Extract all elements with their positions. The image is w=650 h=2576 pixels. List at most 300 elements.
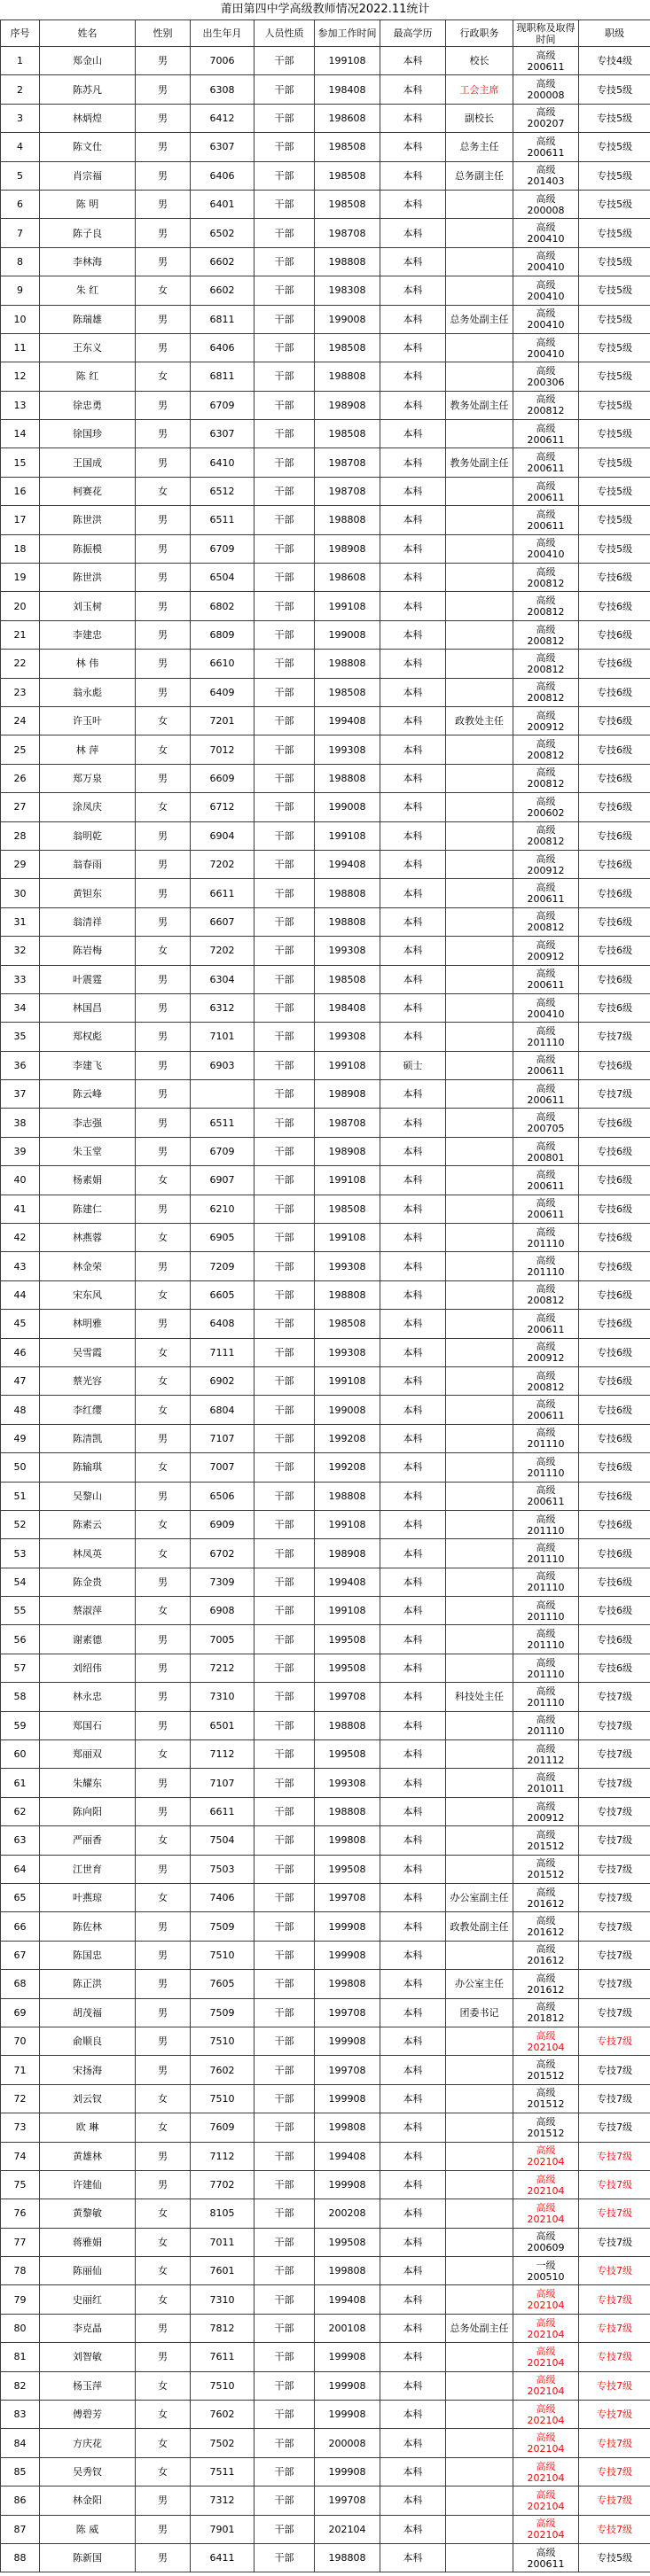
table-row bbox=[1, 1884, 650, 1912]
admin-post-cell bbox=[446, 793, 513, 821]
table-row bbox=[1, 1252, 650, 1280]
admin-post-cell bbox=[446, 2199, 513, 2228]
staff-type-cell: 干部 bbox=[255, 1137, 315, 1165]
title-date: 201612 bbox=[527, 1926, 565, 1939]
table-row bbox=[1, 133, 650, 161]
education-cell: 本科 bbox=[380, 1797, 446, 1825]
name-cell: 涂凤庆 bbox=[40, 793, 136, 821]
title-date: 202104 bbox=[527, 2385, 565, 2398]
work-start-cell: 198808 bbox=[315, 879, 380, 907]
work-start-cell: 199908 bbox=[315, 2371, 380, 2400]
staff-type-cell: 干部 bbox=[255, 564, 315, 592]
staff-type-cell: 干部 bbox=[255, 1597, 315, 1625]
seq-cell: 80 bbox=[1, 2314, 40, 2342]
seq-cell: 41 bbox=[1, 1195, 40, 1223]
seq-cell: 14 bbox=[1, 420, 40, 448]
title-cell bbox=[513, 1166, 579, 1195]
birth-date-cell: 6909 bbox=[191, 1510, 255, 1538]
education-cell: 本科 bbox=[380, 1195, 446, 1223]
name-cell: 刘玉树 bbox=[40, 592, 136, 620]
rank-level-cell: 专技5级 bbox=[579, 448, 650, 477]
education-cell: 本科 bbox=[380, 2515, 446, 2543]
education-cell: 本科 bbox=[380, 2056, 446, 2084]
table-row bbox=[1, 1711, 650, 1739]
title-cell bbox=[513, 678, 579, 706]
gender-cell: 男 bbox=[136, 1941, 191, 1969]
table-row bbox=[1, 907, 650, 936]
education-cell: 本科 bbox=[380, 1912, 446, 1941]
gender-cell: 女 bbox=[136, 1396, 191, 1424]
staff-type-cell: 干部 bbox=[255, 362, 315, 391]
education-cell: 本科 bbox=[380, 793, 446, 821]
title-grade: 高级 bbox=[536, 2173, 556, 2185]
education-cell: 本科 bbox=[380, 1884, 446, 1912]
staff-type-cell: 干部 bbox=[255, 1711, 315, 1739]
work-start-cell: 199208 bbox=[315, 1453, 380, 1482]
title-grade: 高级 bbox=[536, 1828, 556, 1841]
rank-level-cell: 专技7级 bbox=[579, 1970, 650, 1998]
name-cell: 江世育 bbox=[40, 1855, 136, 1883]
work-start-cell: 198508 bbox=[315, 420, 380, 448]
work-start-cell: 199308 bbox=[315, 735, 380, 764]
birth-date-cell: 7007 bbox=[191, 1453, 255, 1482]
table-row bbox=[1, 276, 650, 305]
table-row bbox=[1, 1625, 650, 1654]
work-start-cell: 199908 bbox=[315, 2084, 380, 2113]
name-cell: 宋东风 bbox=[40, 1280, 136, 1309]
title-grade: 高级 bbox=[536, 1082, 556, 1094]
title-date: 200410 bbox=[527, 319, 565, 331]
education-cell: 本科 bbox=[380, 1769, 446, 1797]
title-date: 201110 bbox=[527, 1553, 565, 1565]
gender-cell: 男 bbox=[136, 305, 191, 333]
title-date: 201011 bbox=[527, 1783, 565, 1795]
title-cell bbox=[513, 907, 579, 936]
title-cell bbox=[513, 1597, 579, 1625]
gender-cell: 男 bbox=[136, 2056, 191, 2084]
title-cell bbox=[513, 1654, 579, 1682]
work-start-cell: 199808 bbox=[315, 1826, 380, 1855]
birth-date-cell: 6408 bbox=[191, 1310, 255, 1338]
staff-type-cell: 干部 bbox=[255, 1797, 315, 1825]
title-cell bbox=[513, 564, 579, 592]
title-date: 201110 bbox=[527, 1266, 565, 1279]
title-grade: 高级 bbox=[536, 968, 556, 980]
table-row bbox=[1, 1855, 650, 1883]
title-grade: 高级 bbox=[536, 1628, 556, 1640]
title-grade: 高级 bbox=[536, 1915, 556, 1927]
admin-post-cell bbox=[446, 1654, 513, 1682]
title-date: 200611 bbox=[527, 1065, 565, 1078]
title-date: 200410 bbox=[527, 347, 565, 360]
title-date: 202104 bbox=[527, 2414, 565, 2426]
education-cell: 本科 bbox=[380, 907, 446, 936]
birth-date-cell: 7012 bbox=[191, 735, 255, 764]
rank-level-cell: 专技7级 bbox=[579, 2487, 650, 2515]
rank-level-cell: 专技6级 bbox=[579, 1280, 650, 1309]
title-cell bbox=[513, 2056, 579, 2084]
gender-cell: 女 bbox=[136, 2113, 191, 2142]
admin-post-cell bbox=[446, 1080, 513, 1109]
name-cell: 朱 红 bbox=[40, 276, 136, 305]
name-cell: 陈清凯 bbox=[40, 1424, 136, 1452]
table-row bbox=[1, 1510, 650, 1538]
staff-type-cell: 干部 bbox=[255, 735, 315, 764]
seq-cell: 53 bbox=[1, 1539, 40, 1568]
title-grade: 高级 bbox=[536, 1742, 556, 1755]
title-grade: 高级 bbox=[536, 1484, 556, 1497]
education-cell: 本科 bbox=[380, 190, 446, 218]
title-grade: 高级 bbox=[536, 135, 556, 147]
work-start-cell: 199008 bbox=[315, 1396, 380, 1424]
admin-post-cell bbox=[446, 1051, 513, 1079]
title-grade: 高级 bbox=[536, 250, 556, 262]
name-cell: 吴秀钗 bbox=[40, 2457, 136, 2486]
title-date: 200207 bbox=[527, 118, 565, 130]
title-grade: 高级 bbox=[536, 2230, 556, 2243]
table-row bbox=[1, 850, 650, 878]
title-date: 202104 bbox=[527, 2213, 565, 2225]
name-cell: 陈 威 bbox=[40, 2515, 136, 2543]
gender-cell: 男 bbox=[136, 1482, 191, 1510]
education-cell: 本科 bbox=[380, 1166, 446, 1195]
work-start-cell: 200208 bbox=[315, 2199, 380, 2228]
title-date: 201112 bbox=[527, 1754, 565, 1766]
title-cell bbox=[513, 1740, 579, 1769]
education-cell: 本科 bbox=[380, 2401, 446, 2429]
birth-date-cell: 6904 bbox=[191, 821, 255, 850]
rank-level-cell: 专技6级 bbox=[579, 1625, 650, 1654]
education-cell: 本科 bbox=[380, 506, 446, 534]
gender-cell: 男 bbox=[136, 391, 191, 419]
title-date: 200812 bbox=[527, 750, 565, 762]
title-grade: 高级 bbox=[536, 1341, 556, 1353]
title-cell bbox=[513, 650, 579, 678]
gender-cell: 男 bbox=[136, 2343, 191, 2371]
staff-type-cell: 干部 bbox=[255, 2257, 315, 2285]
title-date: 200912 bbox=[527, 720, 565, 733]
gender-cell: 女 bbox=[136, 1280, 191, 1309]
name-cell: 俞顺良 bbox=[40, 2027, 136, 2055]
seq-cell: 47 bbox=[1, 1366, 40, 1395]
title-grade: 高级 bbox=[536, 1800, 556, 1812]
table-row bbox=[1, 592, 650, 620]
table-row bbox=[1, 1453, 650, 1482]
rank-level-cell: 专技5级 bbox=[579, 75, 650, 104]
seq-cell: 87 bbox=[1, 2515, 40, 2543]
table-row bbox=[1, 391, 650, 419]
seq-cell: 4 bbox=[1, 133, 40, 161]
title-cell bbox=[513, 965, 579, 993]
education-cell: 本科 bbox=[380, 1280, 446, 1309]
title-grade: 高级 bbox=[536, 795, 556, 807]
title-cell bbox=[513, 391, 579, 419]
name-cell: 蔡淑萍 bbox=[40, 1597, 136, 1625]
title-grade: 高级 bbox=[536, 2432, 556, 2444]
work-start-cell: 198508 bbox=[315, 1195, 380, 1223]
admin-post-cell bbox=[446, 1424, 513, 1452]
rank-level-cell: 专技7级 bbox=[579, 2285, 650, 2314]
title-grade: 高级 bbox=[536, 1255, 556, 1267]
admin-post-cell bbox=[446, 1023, 513, 1051]
birth-date-cell: 7209 bbox=[191, 1252, 255, 1280]
title-cell bbox=[513, 420, 579, 448]
title-cell bbox=[513, 534, 579, 563]
title-cell bbox=[513, 247, 579, 276]
title-grade: 高级 bbox=[536, 2488, 556, 2501]
seq-cell: 55 bbox=[1, 1597, 40, 1625]
header-work-start: 参加工作时间 bbox=[315, 20, 380, 47]
title-cell bbox=[513, 1998, 579, 2027]
rank-level-cell: 专技7级 bbox=[579, 1683, 650, 1711]
title-cell bbox=[513, 1711, 579, 1739]
header-title: 现职称及取得时间 bbox=[513, 20, 579, 47]
gender-cell: 女 bbox=[136, 1740, 191, 1769]
admin-post-cell: 工会主席 bbox=[446, 75, 513, 104]
table-row bbox=[1, 2457, 650, 2486]
staff-type-cell: 干部 bbox=[255, 1912, 315, 1941]
staff-type-cell: 干部 bbox=[255, 2487, 315, 2515]
title-grade: 高级 bbox=[536, 938, 556, 951]
title-grade: 高级 bbox=[536, 2288, 556, 2300]
table-row bbox=[1, 1366, 650, 1395]
title-date: 200008 bbox=[527, 204, 565, 216]
title-cell bbox=[513, 1568, 579, 1596]
table-row bbox=[1, 993, 650, 1022]
name-cell: 翁清祥 bbox=[40, 907, 136, 936]
birth-date-cell: 7510 bbox=[191, 2084, 255, 2113]
title-date: 201403 bbox=[527, 175, 565, 188]
title-grade: 高级 bbox=[536, 852, 556, 865]
title-cell bbox=[513, 477, 579, 505]
title-date: 200410 bbox=[527, 261, 565, 274]
admin-post-cell bbox=[446, 2285, 513, 2314]
admin-post-cell bbox=[446, 2515, 513, 2543]
title-date: 200812 bbox=[527, 692, 565, 704]
table-row bbox=[1, 1539, 650, 1568]
seq-cell: 27 bbox=[1, 793, 40, 821]
work-start-cell: 199408 bbox=[315, 850, 380, 878]
work-start-cell: 199708 bbox=[315, 1884, 380, 1912]
birth-date-cell: 7312 bbox=[191, 2487, 255, 2515]
name-cell: 叶震霆 bbox=[40, 965, 136, 993]
gender-cell: 男 bbox=[136, 965, 191, 993]
staff-type-cell: 干部 bbox=[255, 1769, 315, 1797]
admin-post-cell bbox=[446, 219, 513, 247]
rank-level-cell: 专技7级 bbox=[579, 2170, 650, 2199]
admin-post-cell bbox=[446, 1338, 513, 1366]
title-grade: 高级 bbox=[536, 537, 556, 549]
staff-type-cell: 干部 bbox=[255, 1568, 315, 1596]
admin-post-cell bbox=[446, 276, 513, 305]
birth-date-cell: 6307 bbox=[191, 133, 255, 161]
title-cell bbox=[513, 1424, 579, 1452]
seq-cell: 58 bbox=[1, 1683, 40, 1711]
title-cell bbox=[513, 1396, 579, 1424]
birth-date-cell: 6312 bbox=[191, 993, 255, 1022]
gender-cell: 男 bbox=[136, 879, 191, 907]
seq-cell: 52 bbox=[1, 1510, 40, 1538]
title-date: 200410 bbox=[527, 549, 565, 561]
title-grade: 高级 bbox=[536, 2144, 556, 2157]
admin-post-cell bbox=[446, 1366, 513, 1395]
seq-cell: 17 bbox=[1, 506, 40, 534]
name-cell: 陈正洪 bbox=[40, 1970, 136, 1998]
gender-cell: 女 bbox=[136, 706, 191, 735]
birth-date-cell: 7309 bbox=[191, 1568, 255, 1596]
seq-cell: 57 bbox=[1, 1654, 40, 1682]
table-row bbox=[1, 706, 650, 735]
rank-level-cell: 专技7级 bbox=[579, 2457, 650, 2486]
name-cell: 许玉叶 bbox=[40, 706, 136, 735]
rank-level-cell: 专技5级 bbox=[579, 420, 650, 448]
title-date: 200611 bbox=[527, 1323, 565, 1335]
birth-date-cell: 7702 bbox=[191, 2170, 255, 2199]
rank-level-cell: 专技6级 bbox=[579, 1137, 650, 1165]
education-cell: 本科 bbox=[380, 1482, 446, 1510]
rank-level-cell: 专技6级 bbox=[579, 1453, 650, 1482]
admin-post-cell bbox=[446, 1396, 513, 1424]
admin-post-cell bbox=[446, 420, 513, 448]
title-grade: 高级 bbox=[536, 2058, 556, 2071]
title-grade: 高级 bbox=[536, 2518, 556, 2530]
rank-level-cell: 专技5级 bbox=[579, 190, 650, 218]
title-cell bbox=[513, 2487, 579, 2515]
title-cell bbox=[513, 793, 579, 821]
work-start-cell: 198808 bbox=[315, 1711, 380, 1739]
work-start-cell: 199708 bbox=[315, 2056, 380, 2084]
name-cell: 谢素德 bbox=[40, 1625, 136, 1654]
work-start-cell: 199908 bbox=[315, 2343, 380, 2371]
gender-cell: 男 bbox=[136, 821, 191, 850]
seq-cell: 26 bbox=[1, 764, 40, 792]
admin-post-cell: 教务处副主任 bbox=[446, 391, 513, 419]
title-grade: 高级 bbox=[536, 307, 556, 320]
name-cell: 叶燕琼 bbox=[40, 1884, 136, 1912]
staff-type-cell: 干部 bbox=[255, 247, 315, 276]
staff-type-cell: 干部 bbox=[255, 993, 315, 1022]
title-cell bbox=[513, 1366, 579, 1395]
rank-level-cell: 专技5级 bbox=[579, 133, 650, 161]
admin-post-cell: 政教处副主任 bbox=[446, 1912, 513, 1941]
birth-date-cell: 7510 bbox=[191, 2371, 255, 2400]
admin-post-cell bbox=[446, 333, 513, 362]
work-start-cell: 199708 bbox=[315, 2487, 380, 2515]
birth-date-cell: 7504 bbox=[191, 1826, 255, 1855]
admin-post-cell bbox=[446, 1252, 513, 1280]
rank-level-cell: 专技6级 bbox=[579, 1654, 650, 1682]
name-cell: 刘智敏 bbox=[40, 2343, 136, 2371]
name-cell: 陈云峰 bbox=[40, 1080, 136, 1109]
gender-cell: 男 bbox=[136, 1109, 191, 1137]
title-cell bbox=[513, 735, 579, 764]
title-cell bbox=[513, 592, 579, 620]
name-cell: 杨玉萍 bbox=[40, 2371, 136, 2400]
name-cell: 陈苏凡 bbox=[40, 75, 136, 104]
title-cell bbox=[513, 2199, 579, 2228]
gender-cell: 男 bbox=[136, 1424, 191, 1452]
name-cell: 陈建仁 bbox=[40, 1195, 136, 1223]
title-date: 200306 bbox=[527, 376, 565, 388]
seq-cell: 65 bbox=[1, 1884, 40, 1912]
birth-date-cell: 7006 bbox=[191, 47, 255, 75]
seq-cell: 22 bbox=[1, 650, 40, 678]
education-cell: 本科 bbox=[380, 2487, 446, 2515]
admin-post-cell bbox=[446, 907, 513, 936]
seq-cell: 78 bbox=[1, 2257, 40, 2285]
rank-level-cell: 专技7级 bbox=[579, 2314, 650, 2342]
gender-cell: 男 bbox=[136, 1683, 191, 1711]
education-cell: 本科 bbox=[380, 276, 446, 305]
rank-level-cell: 专技7级 bbox=[579, 2401, 650, 2429]
title-date: 200611 bbox=[527, 491, 565, 503]
staff-type-cell: 干部 bbox=[255, 1539, 315, 1568]
education-cell: 本科 bbox=[380, 1109, 446, 1137]
staff-type-cell: 干部 bbox=[255, 2401, 315, 2429]
title-date: 201110 bbox=[527, 1237, 565, 1249]
staff-type-cell: 干部 bbox=[255, 1252, 315, 1280]
staff-type-cell: 干部 bbox=[255, 1224, 315, 1252]
title-date: 201110 bbox=[527, 1668, 565, 1680]
title-grade: 高级 bbox=[536, 882, 556, 894]
seq-cell: 7 bbox=[1, 219, 40, 247]
title-date: 201110 bbox=[527, 1639, 565, 1652]
work-start-cell: 199708 bbox=[315, 1998, 380, 2027]
admin-post-cell bbox=[446, 1625, 513, 1654]
birth-date-cell: 6907 bbox=[191, 1166, 255, 1195]
title-grade: 高级 bbox=[536, 996, 556, 1008]
education-cell: 本科 bbox=[380, 1310, 446, 1338]
work-start-cell: 199108 bbox=[315, 1597, 380, 1625]
table-row bbox=[1, 1137, 650, 1165]
header-rank-level: 职级 bbox=[579, 20, 650, 47]
birth-date-cell: 7212 bbox=[191, 1654, 255, 1682]
seq-cell: 71 bbox=[1, 2056, 40, 2084]
name-cell: 李建忠 bbox=[40, 620, 136, 649]
birth-date-cell: 6811 bbox=[191, 362, 255, 391]
title-cell bbox=[513, 1683, 579, 1711]
title-cell bbox=[513, 937, 579, 965]
birth-date-cell: 6307 bbox=[191, 420, 255, 448]
birth-date-cell: 6410 bbox=[191, 448, 255, 477]
admin-post-cell: 总务主任 bbox=[446, 133, 513, 161]
title-cell bbox=[513, 75, 579, 104]
name-cell: 朱玉堂 bbox=[40, 1137, 136, 1165]
gender-cell: 男 bbox=[136, 2487, 191, 2515]
title-cell bbox=[513, 1539, 579, 1568]
work-start-cell: 199908 bbox=[315, 1912, 380, 1941]
table-row bbox=[1, 879, 650, 907]
seq-cell: 73 bbox=[1, 2113, 40, 2142]
table-row bbox=[1, 1941, 650, 1969]
staff-type-cell: 干部 bbox=[255, 1051, 315, 1079]
table-row bbox=[1, 247, 650, 276]
title-grade: 高级 bbox=[536, 2546, 556, 2558]
title-date: 202104 bbox=[527, 2471, 565, 2484]
staff-type-cell: 干部 bbox=[255, 276, 315, 305]
table-row bbox=[1, 47, 650, 75]
birth-date-cell: 6210 bbox=[191, 1195, 255, 1223]
work-start-cell: 199108 bbox=[315, 1510, 380, 1538]
admin-post-cell: 团委书记 bbox=[446, 1998, 513, 2027]
education-cell: 本科 bbox=[380, 2285, 446, 2314]
admin-post-cell bbox=[446, 1597, 513, 1625]
work-start-cell: 199008 bbox=[315, 793, 380, 821]
staff-type-cell: 干部 bbox=[255, 2056, 315, 2084]
work-start-cell: 198808 bbox=[315, 764, 380, 792]
title-date: 202104 bbox=[527, 2041, 565, 2053]
table-row bbox=[1, 1224, 650, 1252]
